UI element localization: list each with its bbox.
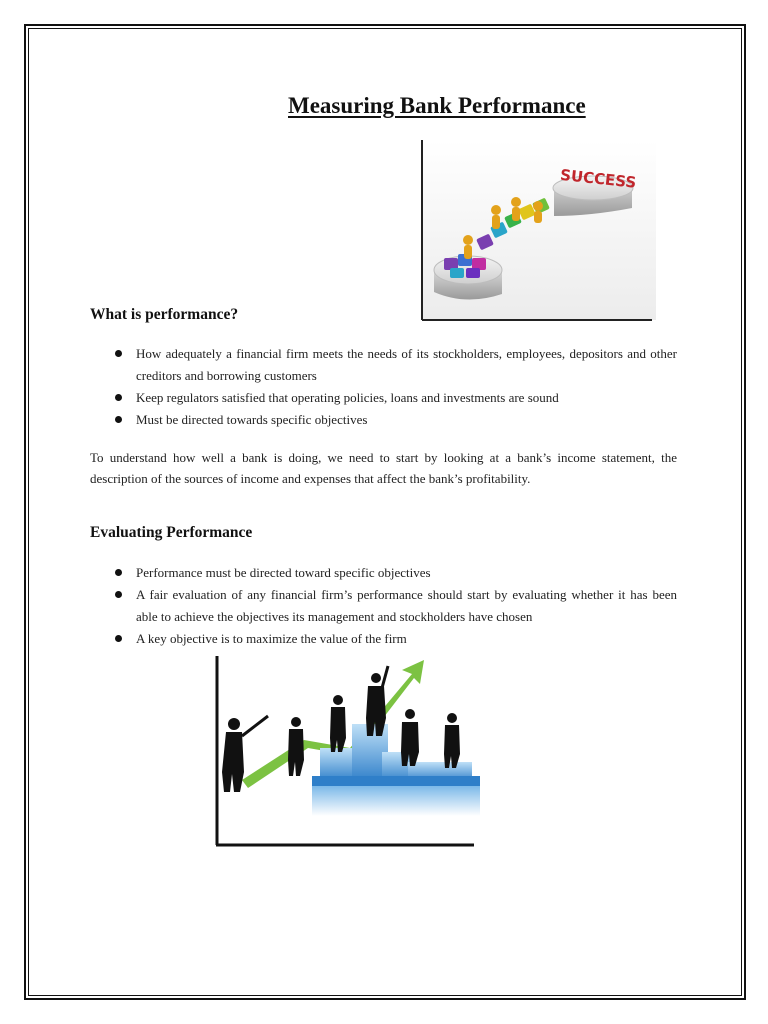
performance-bullet-list xyxy=(112,343,677,431)
success-puzzle-image xyxy=(420,140,656,322)
list-item: A key objective is to maximize the value of the firm xyxy=(112,628,677,650)
list-item: Must be directed towards specific objectives xyxy=(112,409,677,431)
list-item: Performance must be directed toward specific objectives xyxy=(112,562,677,584)
body-paragraph: To understand how well a bank is doing, we need to start by looking at a bank’s income statement, the description of the sources of income and expenses that affect the bank’s profitability. xyxy=(90,450,677,486)
list-item: A fair evaluation of any financial firm’s performance should start by evaluating whether it has been able to achieve the objectives its management and stockholders have chosen xyxy=(112,584,677,628)
page-title: Measuring Bank Performance xyxy=(288,93,586,118)
list-item: How adequately a financial firm meets the needs of its stockholders, employees, depositors and other creditors and borrowing customers xyxy=(112,343,677,387)
section-heading-evaluating: Evaluating Performance xyxy=(90,524,253,541)
success-sign-text: SUCCESS xyxy=(559,165,638,192)
list-item: Keep regulators satisfied that operating policies, loans and investments are sound xyxy=(112,387,677,409)
evaluating-bullet-list xyxy=(112,562,677,650)
section-heading-performance: What is performance? xyxy=(90,306,239,323)
business-growth-image xyxy=(212,652,482,850)
